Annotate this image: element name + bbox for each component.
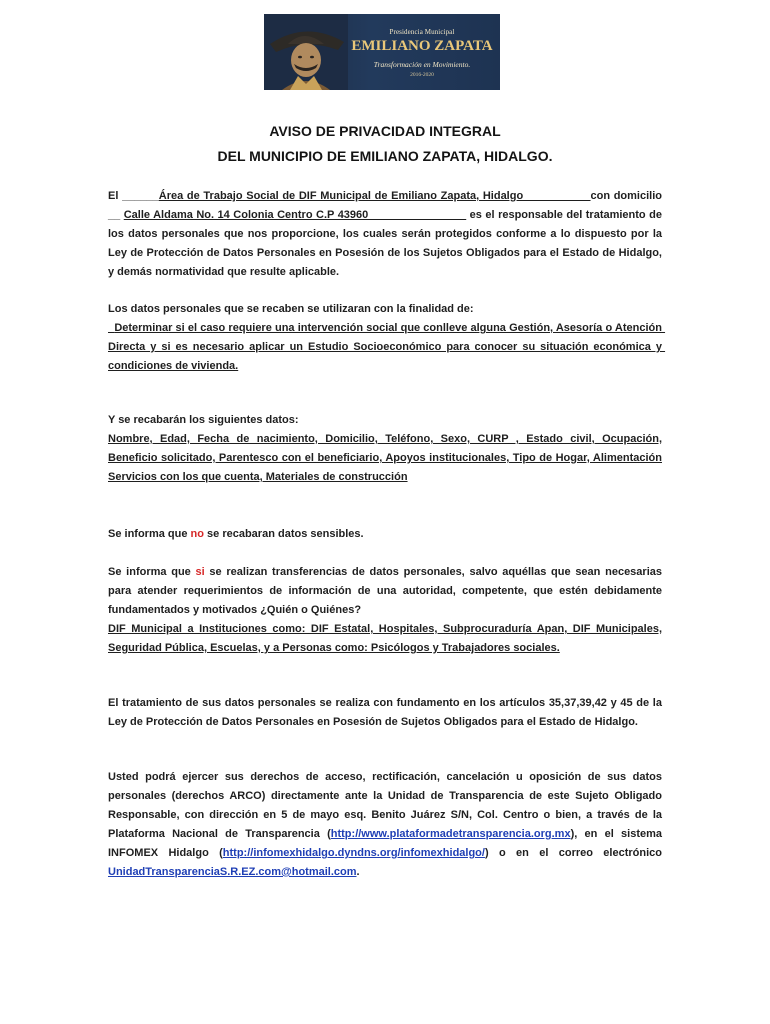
sensitive-data-paragraph bbox=[108, 525, 662, 544]
data-collected-list: Nombre, Edad, Fecha de nacimiento, Domicilio, Teléfono, Sexo, CURP , Estado civil, Ocupación, Beneficio solicitado, Parentesco con el beneficiario, Apoyos institucionales, Tipo de Hogar, Alimentación Servicios con los que cuenta, Materiales de construcción bbox=[108, 433, 662, 483]
emiliano-zapata-portrait-icon bbox=[264, 14, 348, 90]
transfers-recipients: DIF Municipal a Instituciones como: DIF Estatal, Hospitales, Subprocuraduría Apan, DIF Municipales, Seguridad Pública, Escuelas, y a Personas como: Psicólogos y Trabajadores sociales. bbox=[108, 623, 662, 654]
arco-rights-paragraph bbox=[108, 768, 662, 882]
arco-text-3: ) o en el correo electrónico bbox=[484, 847, 662, 859]
municipal-logo-banner bbox=[264, 14, 500, 90]
transfers-text: Se informa que bbox=[108, 566, 196, 578]
banner-line-municipality: EMILIANO ZAPATA bbox=[351, 38, 493, 54]
responsible-paragraph bbox=[108, 187, 662, 282]
transfers-paragraph bbox=[108, 563, 662, 658]
legal-basis-text: El tratamiento de sus datos personales se realiza con fundamento en los artículos 35,37,39,42 y 45 de la Ley de Protección de Datos Personales en Posesión de Sujetos Obligados para el Estado de Hidalgo. bbox=[108, 697, 662, 728]
transfers-si-word: si bbox=[195, 566, 205, 578]
arco-text-end: . bbox=[356, 866, 360, 878]
data-collected-intro: Y se recabarán los siguientes datos: bbox=[108, 414, 299, 426]
data-collected-paragraph bbox=[108, 411, 662, 487]
plataforma-transparencia-link[interactable]: http://www.plataformadetransparencia.org.mx bbox=[330, 828, 571, 840]
responsible-area: Área de Trabajo Social de DIF Municipal de Emiliano Zapata, Hidalgo___________ bbox=[158, 190, 591, 202]
document-subtitle: DEL MUNICIPIO DE EMILIANO ZAPATA, HIDALGO. bbox=[217, 148, 553, 164]
transfers-text-end: se realizan transferencias de datos personales, salvo aquéllas que sean necesarias para atender requerimientos de información de una autoridad, competente, que estén debidamente fundamentados y motivados ¿Quién o Quiénes? bbox=[108, 566, 662, 616]
banner-line-presidencia: Presidencia Municipal bbox=[389, 28, 455, 36]
responsible-text: es el responsable del tratamiento de los datos personales que nos proporcione, los cuales serán protegidos conforme a lo dispuesto por la Ley de Protección de Datos Personales en Posesión de los Sujetos Obligados para el Estado de Hidalgo, y demás normatividad que resulte aplicable. bbox=[108, 209, 662, 278]
sensitive-data-text: Se informa que bbox=[108, 528, 191, 540]
sensitive-data-text-end: se recabaran datos sensibles. bbox=[203, 528, 364, 540]
transparency-email-link[interactable]: UnidadTransparenciaS.R.EZ.com@hotmail.com bbox=[108, 866, 357, 878]
responsible-intro: El ______ bbox=[108, 190, 159, 202]
banner-line-period: 2016-2020 bbox=[410, 72, 434, 78]
purpose-paragraph bbox=[108, 300, 666, 376]
arco-text-2: ), en el sistema INFOMEX Hidalgo ( bbox=[108, 828, 662, 859]
arco-text: Usted podrá ejercer sus derechos de acceso, rectificación, cancelación u oposición de sus datos personales (derechos ARCO) directamente ante la Unidad de Transparencia de este Sujeto Obligado Responsable, con dirección en 5 de mayo esq. Benito Juárez S/N, Col. Centro o bien, a través de la Plataforma Nacional de Transparencia ( bbox=[108, 771, 662, 840]
infomex-hidalgo-link[interactable]: http://infomexhidalgo.dyndns.org/infomexhidalgo/ bbox=[222, 847, 485, 859]
document-title: AVISO DE PRIVACIDAD INTEGRAL bbox=[269, 123, 501, 139]
responsible-address: Calle Aldama No. 14 Colonia Centro C.P 43960________________ bbox=[123, 209, 467, 221]
banner-text bbox=[348, 14, 496, 90]
purpose-text: Determinar si el caso requiere una intervención social que conlleve alguna Gestión, Asesoría o Atención Directa y si es necesario aplicar un Estudio Socioeconómico para conocer su situación económica y condiciones de vivienda. bbox=[108, 322, 666, 372]
banner-line-slogan: Transformación en Movimiento. bbox=[373, 60, 471, 69]
sensitive-no-word: no bbox=[190, 528, 204, 540]
domicilio-label: con domicilio __ bbox=[108, 190, 662, 221]
legal-basis-paragraph bbox=[108, 694, 662, 732]
purpose-intro: Los datos personales que se recaben se utilizaran con la finalidad de: bbox=[108, 303, 474, 315]
